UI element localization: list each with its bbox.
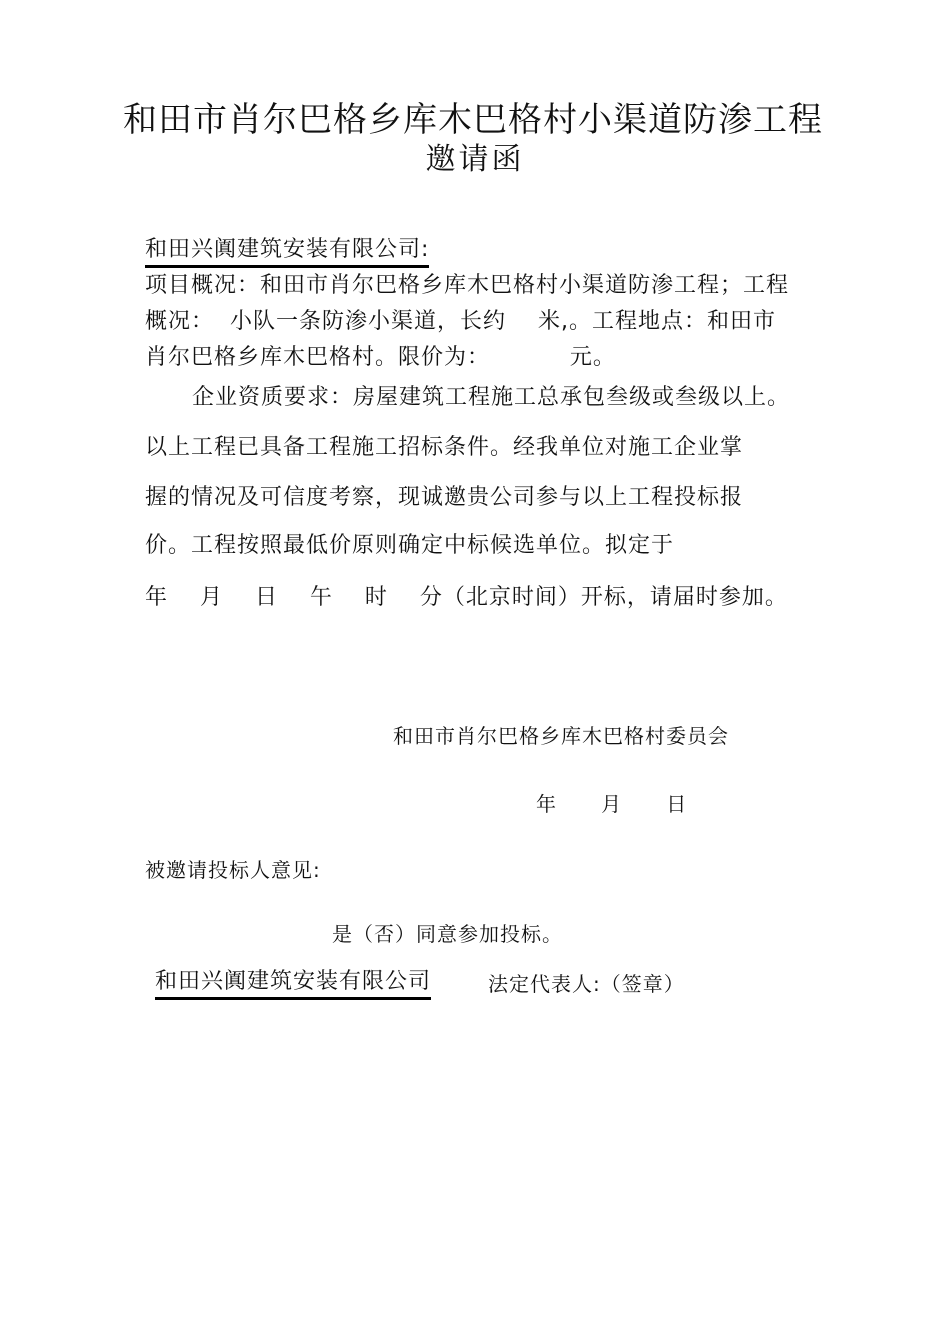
project-overview-line: 肖尔巴格乡库木巴格村。限价为： 元。: [145, 345, 616, 370]
invitation-line: 握的情况及可信度考察，现诚邀贵公司参与以上工程投标报: [145, 485, 744, 510]
document-title: 和田市肖尔巴格乡库木巴格村小渠道防渗工程: [123, 100, 823, 140]
qualification-requirement: 企业资质要求：房屋建筑工程施工总承包叁级或叁级以上。: [192, 385, 791, 410]
bidder-opinion-label: 被邀请投标人意见:: [145, 858, 321, 882]
document-title-subtitle: 邀请函: [425, 142, 525, 177]
project-overview-line: 概况： 小队一条防渗小渠道，长约 米,。工程地点：和田市: [145, 309, 776, 334]
project-overview-line: 项目概况：和田市肖尔巴格乡库木巴格村小渠道防渗工程；工程: [145, 273, 790, 298]
bid-opening-time: 年 月 日 午 时 分（北京时间）开标，请届时参加。: [145, 585, 788, 610]
legal-representative-label: 法定代表人:（签章）: [488, 972, 685, 996]
agree-statement: 是（否）同意参加投标。: [332, 922, 563, 946]
issuer-signature: 和田市肖尔巴格乡库木巴格村委员会: [393, 724, 729, 748]
invitation-line: 价。工程按照最低价原则确定中标候选单位。拟定于: [145, 533, 675, 558]
bidder-company: 和田兴阗建筑安装有限公司: [155, 964, 431, 1000]
issue-date: 年 月 日: [536, 792, 688, 816]
addressee: 和田兴阗建筑安装有限公司:: [145, 232, 429, 268]
invitation-line: 以上工程已具备工程施工招标条件。经我单位对施工企业掌: [145, 435, 744, 460]
